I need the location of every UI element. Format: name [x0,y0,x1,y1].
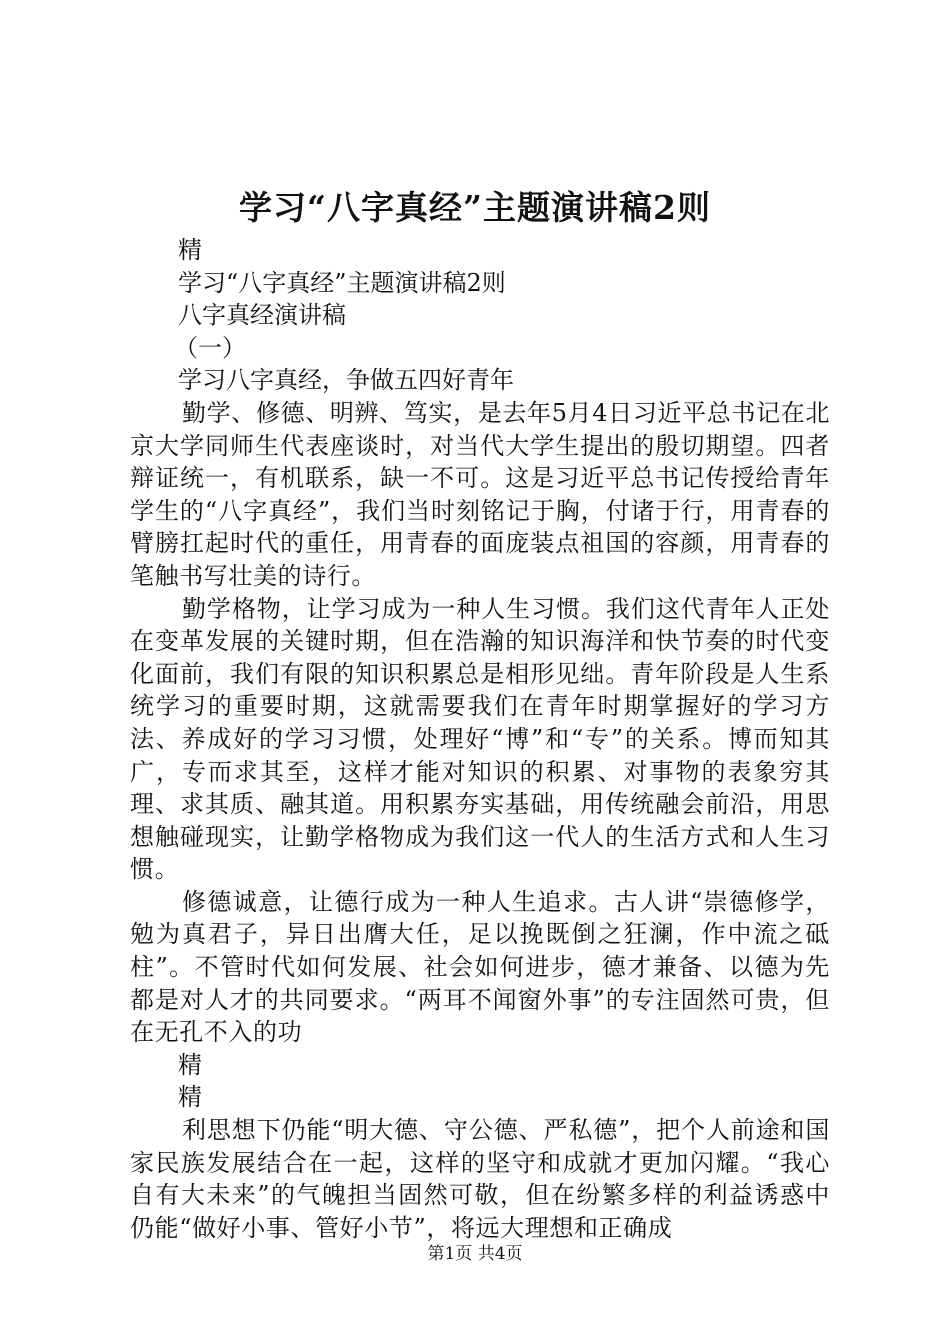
paragraph-3: 修德诚意，让德行成为一种人生追求。古人讲“崇德修学，勉为真君子，异日出膺大任，足以挽既倒之狂澜，作中流之砥柱”。不管时代如何发展、社会如何进步，德才兼备、以德为先都是对人才的共同要求。“两耳不闻窗外事”的专注固然可贵，但在无孔不入的功 [130,887,830,1047]
paragraph-1: 勤学、修德、明辨、笃实，是去年5月4日习近平总书记在北京大学同师生代表座谈时，对当代大学生提出的殷切期望。四者辩证统一，有机联系，缺一不可。这是习近平总书记传授给青年学生的“八字真经”，我们当时刻铭记于胸，付诸于行，用青春的臂膀扛起时代的重任，用青春的面庞装点祖国的容颜，用青春的笔触书写壮美的诗行。 [130,398,830,590]
section-heading: 八字真经演讲稿 [178,301,346,330]
subtitle-line: 学习“八字真经”主题演讲稿2则 [178,268,506,297]
mark-jing: 精 [178,236,202,264]
document-title: 学习“八字真经”主题演讲稿2则 [239,188,711,227]
mark-jing: 精 [178,1050,202,1079]
document-body [130,234,830,1244]
speech-title: 学习八字真经，争做五四好青年 [178,366,514,395]
paragraph-2: 勤学格物，让学习成为一种人生习惯。我们这代青年人正处在变革发展的关键时期，但在浩瀚的知识海洋和快节奏的时代变化面前，我们有限的知识积累总是相形见绌。青年阶段是人生系统学习的重要时期，这就需要我们在青年时期掌握好的学习方法、养成好的学习习惯，处理好“博”和“专”的关系。博而知其广，专而求其至，这样才能对知识的积累、对事物的表象穷其理、求其质、融其道。用积累夯实基础，用传统融会前沿，用思想触碰现实，让勤学格物成为我们这一代人的生活方式和人生习惯。 [130,594,830,884]
section-number: （一） [174,333,246,362]
mark-jing: 精 [178,1083,202,1112]
paragraph-4: 利思想下仍能“明大德、守公德、严私德”，把个人前途和国家民族发展结合在一起，这样的坚守和成就才更加闪耀。“我心自有大未来”的气魄担当固然可敬，但在纷繁多样的利益诱惑中仍能“做好小事、管好小节”，将远大理想和正确成 [130,1116,830,1242]
page-footer: 第1页 共4页 [427,1244,523,1264]
